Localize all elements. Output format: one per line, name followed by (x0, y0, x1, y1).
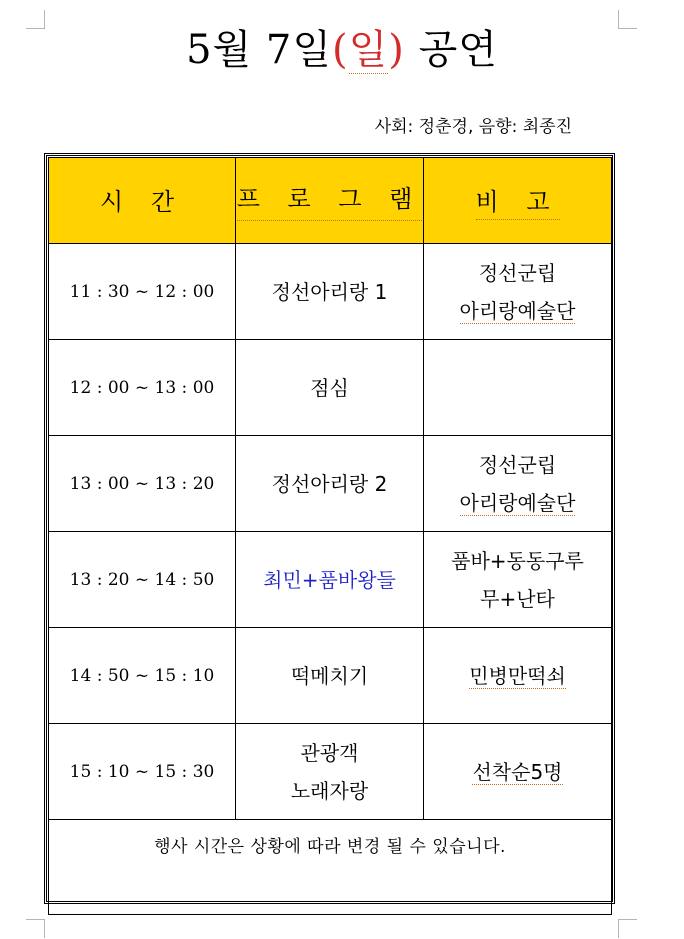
program-cell: 떡메치기 (236, 628, 424, 724)
crop-mark-bottom-right (618, 919, 637, 938)
program-line: 노래자랑 (290, 778, 369, 803)
table-row (49, 340, 612, 436)
program-cell (236, 724, 424, 820)
time-cell: 13 : 20 ~ 14 : 50 (49, 532, 236, 628)
title-paren-close: ) (388, 27, 405, 73)
note-line: 아리랑예술단 (459, 298, 576, 323)
page-title (0, 22, 684, 78)
header-time-label: 시 간 (100, 188, 184, 216)
table-row (49, 628, 612, 724)
header-note (424, 158, 612, 244)
note-line: 정선군립 (478, 260, 557, 285)
time-cell: 13 : 00 ~ 13 : 20 (49, 436, 236, 532)
program-cell: 최민+품바왕들 (236, 532, 424, 628)
note-cell (424, 436, 612, 532)
title-date: 5월 7일 (186, 27, 333, 73)
note-line: 정선군립 (478, 452, 557, 477)
note-line: 아리랑예술단 (459, 490, 576, 515)
table-footer-row (49, 820, 612, 915)
program-cell: 정선아리랑 1 (236, 244, 424, 340)
note-cell (424, 532, 612, 628)
table-row (49, 724, 612, 820)
note-line: 민병만떡쇠 (469, 663, 566, 688)
time-cell: 14 : 50 ~ 15 : 10 (49, 628, 236, 724)
note-cell (424, 628, 612, 724)
note-line: 무+난타 (480, 586, 555, 611)
schedule-table (48, 157, 612, 915)
note-line: 선착순5명 (472, 759, 563, 784)
crop-mark-bottom-left (26, 919, 45, 938)
program-cell: 정선아리랑 2 (236, 436, 424, 532)
note-line: 품바+동동구루 (451, 548, 584, 573)
title-day: 일 (348, 27, 389, 73)
table-row (49, 532, 612, 628)
time-cell: 12 : 00 ~ 13 : 00 (49, 340, 236, 436)
table-header-row (49, 158, 612, 244)
credits-line: 사회: 정춘경, 음향: 최종진 (374, 117, 572, 137)
time-cell: 11 : 30 ~ 12 : 00 (49, 244, 236, 340)
title-paren-open: ( (332, 27, 349, 73)
note-cell (424, 340, 612, 436)
table-row (49, 244, 612, 340)
header-time (49, 158, 236, 244)
note-cell (424, 244, 612, 340)
program-cell: 점심 (236, 340, 424, 436)
header-program-label: 프 로 그 램 (237, 180, 423, 221)
footer-note: 행사 시간은 상황에 따라 변경 될 수 있습니다. (49, 820, 612, 915)
program-line: 관광객 (300, 740, 359, 765)
header-program (236, 158, 424, 244)
table-row (49, 436, 612, 532)
time-cell: 15 : 10 ~ 15 : 30 (49, 724, 236, 820)
note-cell (424, 724, 612, 820)
title-rest: 공연 (404, 27, 498, 73)
header-note-label: 비 고 (476, 182, 560, 220)
